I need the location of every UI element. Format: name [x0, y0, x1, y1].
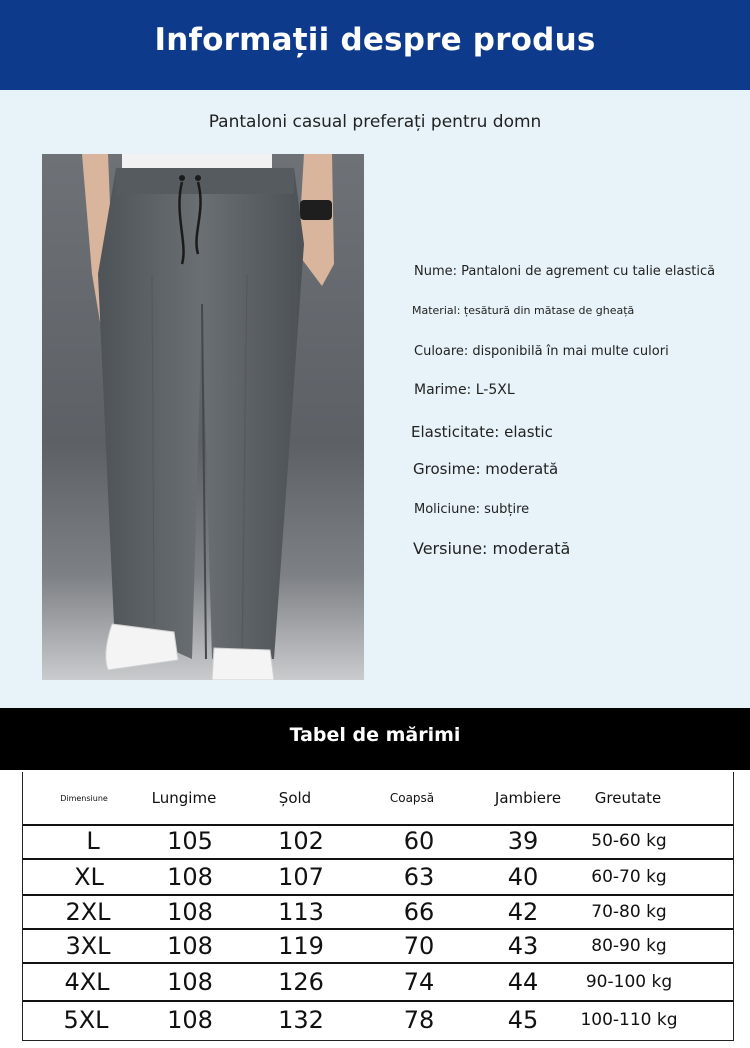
- spec-material: Material: țesătură din mătase de gheață: [412, 304, 635, 317]
- cell-size: 4XL: [64, 968, 110, 996]
- cell-hip: 113: [278, 898, 324, 926]
- cell-thigh: 78: [403, 1006, 435, 1034]
- spec-elasticity: Elasticitate: elastic: [411, 423, 553, 441]
- cell-hip: 119: [278, 932, 324, 960]
- cell-size: 5XL: [63, 1006, 109, 1034]
- table-row: [23, 824, 733, 860]
- table-row: [23, 964, 733, 1002]
- cell-leg: 39: [507, 827, 539, 855]
- pants-illustration: [42, 154, 364, 680]
- spec-color: Culoare: disponibilă în mai multe culori: [414, 344, 669, 359]
- cell-thigh: 60: [403, 827, 435, 855]
- cell-size: XL: [74, 863, 104, 891]
- cell-leg: 40: [507, 863, 539, 891]
- header-hip: Șold: [278, 789, 312, 807]
- header-banner: [0, 0, 750, 90]
- spec-name: Nume: Pantaloni de agrement cu talie elastică: [414, 264, 716, 279]
- cell-thigh: 66: [403, 898, 435, 926]
- cell-hip: 126: [278, 968, 324, 996]
- cell-weight: 70-80 kg: [591, 902, 667, 922]
- cell-weight: 60-70 kg: [591, 867, 667, 887]
- table-row: [23, 860, 733, 896]
- size-table: [22, 772, 734, 1041]
- table-header-row: [23, 772, 733, 826]
- cell-length: 108: [167, 1006, 213, 1034]
- table-row: [23, 1002, 733, 1038]
- spec-softness: Moliciune: subțire: [414, 502, 530, 517]
- cell-size: 2XL: [65, 898, 111, 926]
- cell-length: 108: [167, 968, 213, 996]
- cell-weight: 50-60 kg: [591, 831, 667, 851]
- cell-leg: 45: [507, 1006, 539, 1034]
- product-subtitle: Pantaloni casual preferați pentru domn: [208, 112, 542, 132]
- header-dimension: Dimensiune: [60, 793, 108, 803]
- header-thigh: Coapsă: [389, 791, 435, 805]
- cell-length: 108: [167, 898, 213, 926]
- size-chart-banner: [0, 708, 750, 770]
- cell-leg: 42: [507, 898, 539, 926]
- product-photo: [42, 154, 364, 680]
- spec-version: Versiune: moderată: [413, 539, 571, 558]
- cell-weight: 90-100 kg: [585, 972, 673, 992]
- cell-size: 3XL: [65, 932, 111, 960]
- cell-weight: 80-90 kg: [591, 936, 667, 956]
- cell-length: 108: [167, 863, 213, 891]
- cell-thigh: 70: [403, 932, 435, 960]
- header-leg: Jambiere: [494, 789, 562, 807]
- cell-thigh: 74: [403, 968, 435, 996]
- header-weight: Greutate: [594, 789, 662, 807]
- cell-weight: 100-110 kg: [580, 1010, 678, 1030]
- page-title: Informații despre produs: [154, 22, 596, 58]
- table-row: [23, 896, 733, 930]
- cell-size: L: [86, 827, 100, 855]
- size-chart-title: Tabel de mărimi: [289, 724, 461, 746]
- cell-length: 108: [167, 932, 213, 960]
- cell-hip: 132: [278, 1006, 324, 1034]
- cell-hip: 102: [278, 827, 324, 855]
- cell-hip: 107: [278, 863, 324, 891]
- product-info-section: [0, 90, 750, 708]
- spec-thickness: Grosime: moderată: [413, 460, 559, 478]
- cell-leg: 43: [507, 932, 539, 960]
- cell-length: 105: [167, 827, 213, 855]
- cell-thigh: 63: [403, 863, 435, 891]
- header-length: Lungime: [151, 789, 217, 807]
- table-row: [23, 930, 733, 964]
- cell-leg: 44: [507, 968, 539, 996]
- spec-size: Marime: L-5XL: [414, 382, 515, 398]
